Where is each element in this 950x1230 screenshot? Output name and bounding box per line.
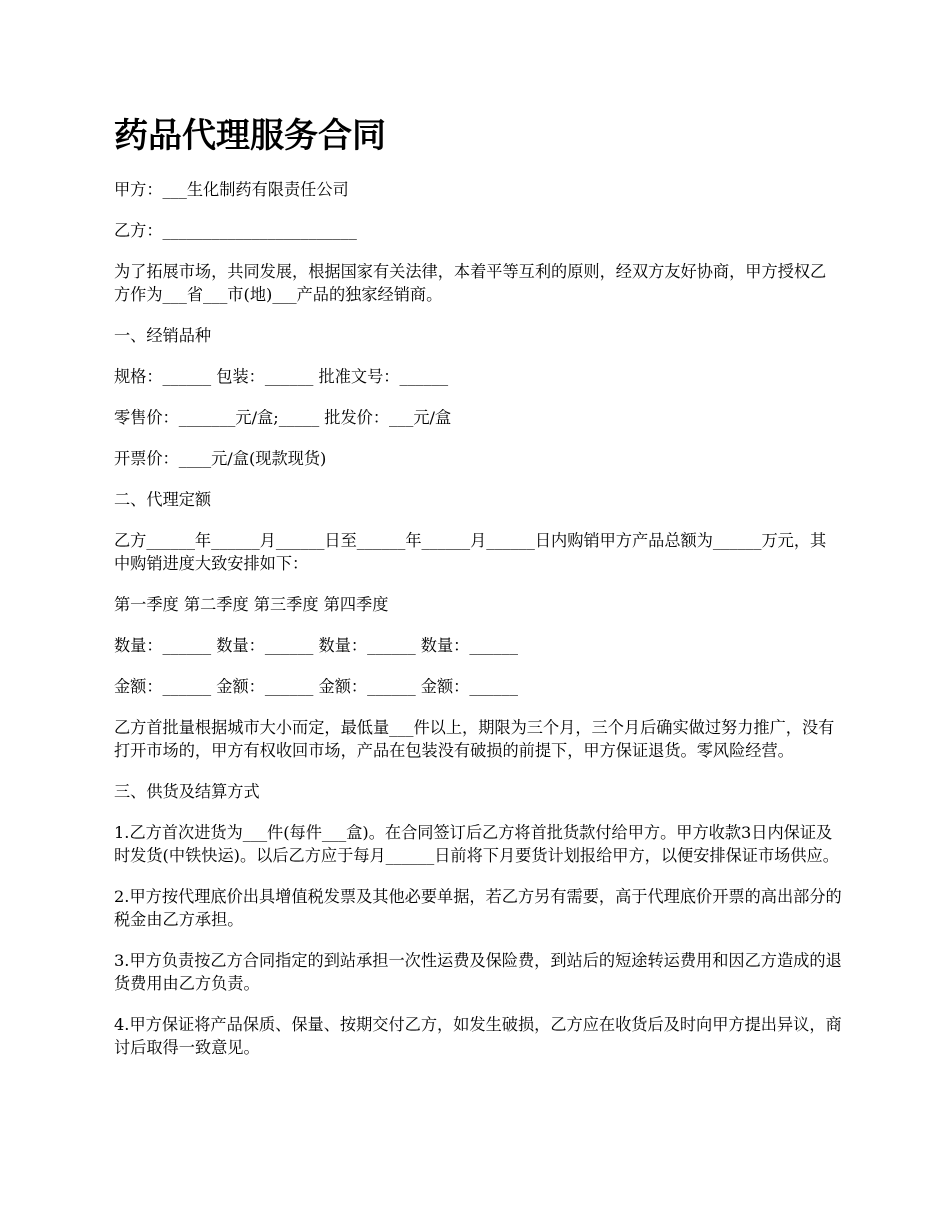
clause-1: 1.乙方首次进货为___件(每件___盒)。在合同签订后乙方将首批货款付给甲方。甲方收款3日内保证及时发货(中铁快运)。以后乙方应于每月______日前将下月要货计划报给甲方，以便安排保证市场供应。 [114, 823, 839, 865]
document-title: 药品代理服务合同 [114, 116, 386, 156]
contract-page [114, 112, 842, 1077]
clause-3: 3.甲方负责按乙方合同指定的到站承担一次性运费及保险费，到站后的短途转运费用和因乙方造成的退货费用由乙方负责。 [114, 951, 842, 993]
amount-line: 金额：______ 金额：______ 金额：______ 金额：______ [114, 677, 518, 696]
first-batch-paragraph: 乙方首批量根据城市大小而定，最低量___件以上，期限为三个月，三个月后确实做过努力推广，没有打开市场的，甲方有权收回市场，产品在包装没有破损的前提下，甲方保证退货。零风险经营。 [114, 718, 835, 760]
section-heading-products: 一、经销品种 [114, 326, 212, 345]
price-line: 零售价：_______元/盒;_____ 批发价：___元/盒 [114, 408, 452, 427]
quota-paragraph: 乙方______年______月______日至______年______月______日内购销甲方产品总额为______万元，其中购销进度大致安排如下： [114, 531, 827, 573]
party-a-line: 甲方：___生化制药有限责任公司 [114, 180, 349, 199]
quantity-line: 数量：______ 数量：______ 数量：______ 数量：______ [114, 636, 518, 655]
preamble-paragraph: 为了拓展市场，共同发展，根据国家有关法律，本着平等互利的原则，经双方友好协商，甲方授权乙方作为___省___市(地)___产品的独家经销商。 [114, 262, 827, 304]
party-b-line: 乙方：________________________ [114, 221, 357, 240]
clause-4: 4.甲方保证将产品保质、保量、按期交付乙方，如发生破损，乙方应在收货后及时向甲方提出异议，商讨后取得一致意见。 [114, 1015, 842, 1057]
section-heading-supply: 三、供货及结算方式 [114, 782, 260, 801]
clause-2: 2.甲方按代理底价出具增值税发票及其他必要单据，若乙方另有需要，高于代理底价开票的高出部分的税金由乙方承担。 [114, 887, 842, 929]
spec-line: 规格：______ 包装：______ 批准文号：______ [114, 367, 449, 386]
section-heading-quota: 二、代理定额 [114, 490, 212, 509]
invoice-price-line: 开票价：____元/盒(现款现货) [114, 449, 327, 468]
quarters-line: 第一季度 第二季度 第三季度 第四季度 [114, 595, 389, 614]
